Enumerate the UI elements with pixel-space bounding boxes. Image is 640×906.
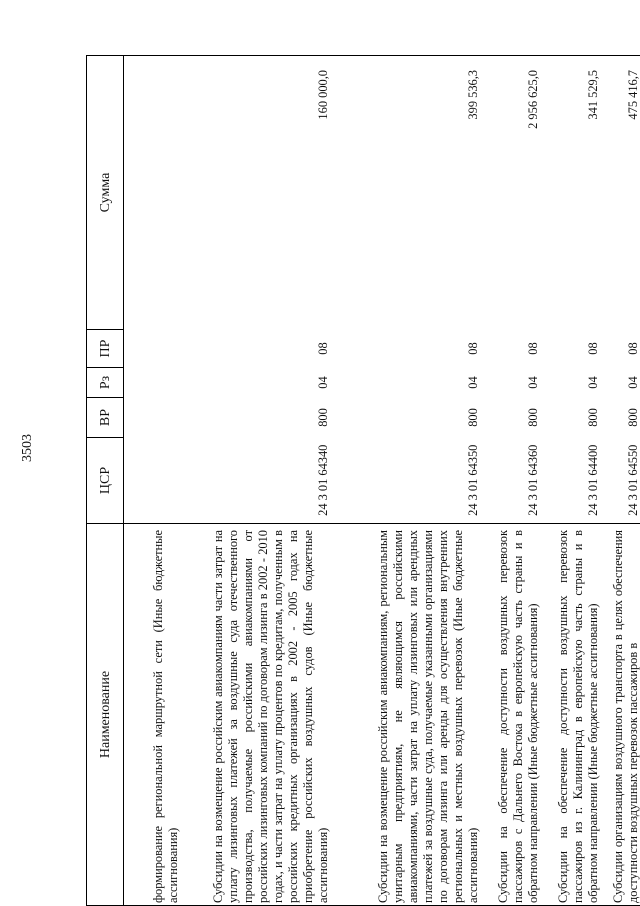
row-vr xyxy=(124,398,187,438)
row-vr: 800 xyxy=(547,398,607,438)
row-vr: 800 xyxy=(487,398,547,438)
header-pr: ПР xyxy=(87,330,124,368)
row-name: формирование региональной маршрутной сети (Иные бюджетные ассигнования) xyxy=(124,524,187,906)
row-vr: 800 xyxy=(607,398,640,438)
header-vr: ВР xyxy=(87,398,124,438)
row-sum: 475 416,7 xyxy=(607,56,640,330)
row-pr: 08 xyxy=(337,330,487,368)
row-name: Субсидии на возмещение российским авиакомпаниям части затрат на уплату лизинговых платежей за воздушные суда отечественного производства, получаемые российскими авиакомпаниями от российских лизинговых компаний по договорам лизинга в 2002 - 2010 годах, и части затрат на уплату процентов по кредитам, полученным в российских кредитных организациях в 2002 - 2005 годах на приобретение российских воздушных судов (Иные бюджетные ассигнования) xyxy=(187,524,337,906)
row-csr: 24 3 01 64360 xyxy=(487,438,547,524)
row-name: Субсидии организациям воздушного транспорта в целях обеспечения доступности воздушных перевозок пассажиров в xyxy=(607,524,640,906)
table-row xyxy=(547,56,607,906)
row-csr: 24 3 01 64350 xyxy=(337,438,487,524)
row-sum: 160 000,0 xyxy=(187,56,337,330)
header-name: Наименование xyxy=(87,524,124,906)
row-pr: 08 xyxy=(607,330,640,368)
row-pr xyxy=(124,330,187,368)
header-rz: Рз xyxy=(87,368,124,398)
table-row xyxy=(187,56,337,906)
row-name: Субсидии на обеспечение доступности воздушных перевозок пассажиров с Дальнего Востока в европейскую часть страны и в обратном направлении (Иные бюджетные ассигнования) xyxy=(487,524,547,906)
row-vr: 800 xyxy=(187,398,337,438)
row-csr xyxy=(124,438,187,524)
row-sum xyxy=(124,56,187,330)
budget-table xyxy=(86,55,640,906)
table-row xyxy=(337,56,487,906)
row-csr: 24 3 01 64340 xyxy=(187,438,337,524)
row-name: Субсидии на обеспечение доступности воздушных перевозок пассажиров из г. Калининград в европейскую часть страны и в обратном направлении (Иные бюджетные ассигнования) xyxy=(547,524,607,906)
budget-table-rotated xyxy=(86,56,601,906)
row-name: Субсидии на возмещение российским авиакомпаниям, региональным унитарным предприятиям, не являющимся российскими авиакомпаниями, части затрат на уплату лизинговых или арендных платежей за воздушные суда, получаемые указанными организациями по договорам лизинга или аренды для осуществления внутренних региональных и местных воздушных перевозок (Иные бюджетные ассигнования) xyxy=(337,524,487,906)
row-pr: 08 xyxy=(547,330,607,368)
row-rz: 04 xyxy=(547,368,607,398)
table-row xyxy=(487,56,547,906)
page-number: 3503 xyxy=(8,430,48,466)
table-row xyxy=(607,56,640,906)
row-csr: 24 3 01 64550 xyxy=(607,438,640,524)
header-csr: ЦСР xyxy=(87,438,124,524)
row-csr: 24 3 01 64400 xyxy=(547,438,607,524)
row-pr: 08 xyxy=(187,330,337,368)
row-sum: 2 956 625,0 xyxy=(487,56,547,330)
row-rz xyxy=(124,368,187,398)
row-rz: 04 xyxy=(487,368,547,398)
row-pr: 08 xyxy=(487,330,547,368)
table-row xyxy=(124,56,187,906)
row-vr: 800 xyxy=(337,398,487,438)
table-header-row xyxy=(87,56,124,906)
row-rz: 04 xyxy=(337,368,487,398)
row-sum: 341 529,5 xyxy=(547,56,607,330)
row-sum: 399 536,3 xyxy=(337,56,487,330)
row-rz: 04 xyxy=(607,368,640,398)
header-sum: Сумма xyxy=(87,56,124,330)
row-rz: 04 xyxy=(187,368,337,398)
